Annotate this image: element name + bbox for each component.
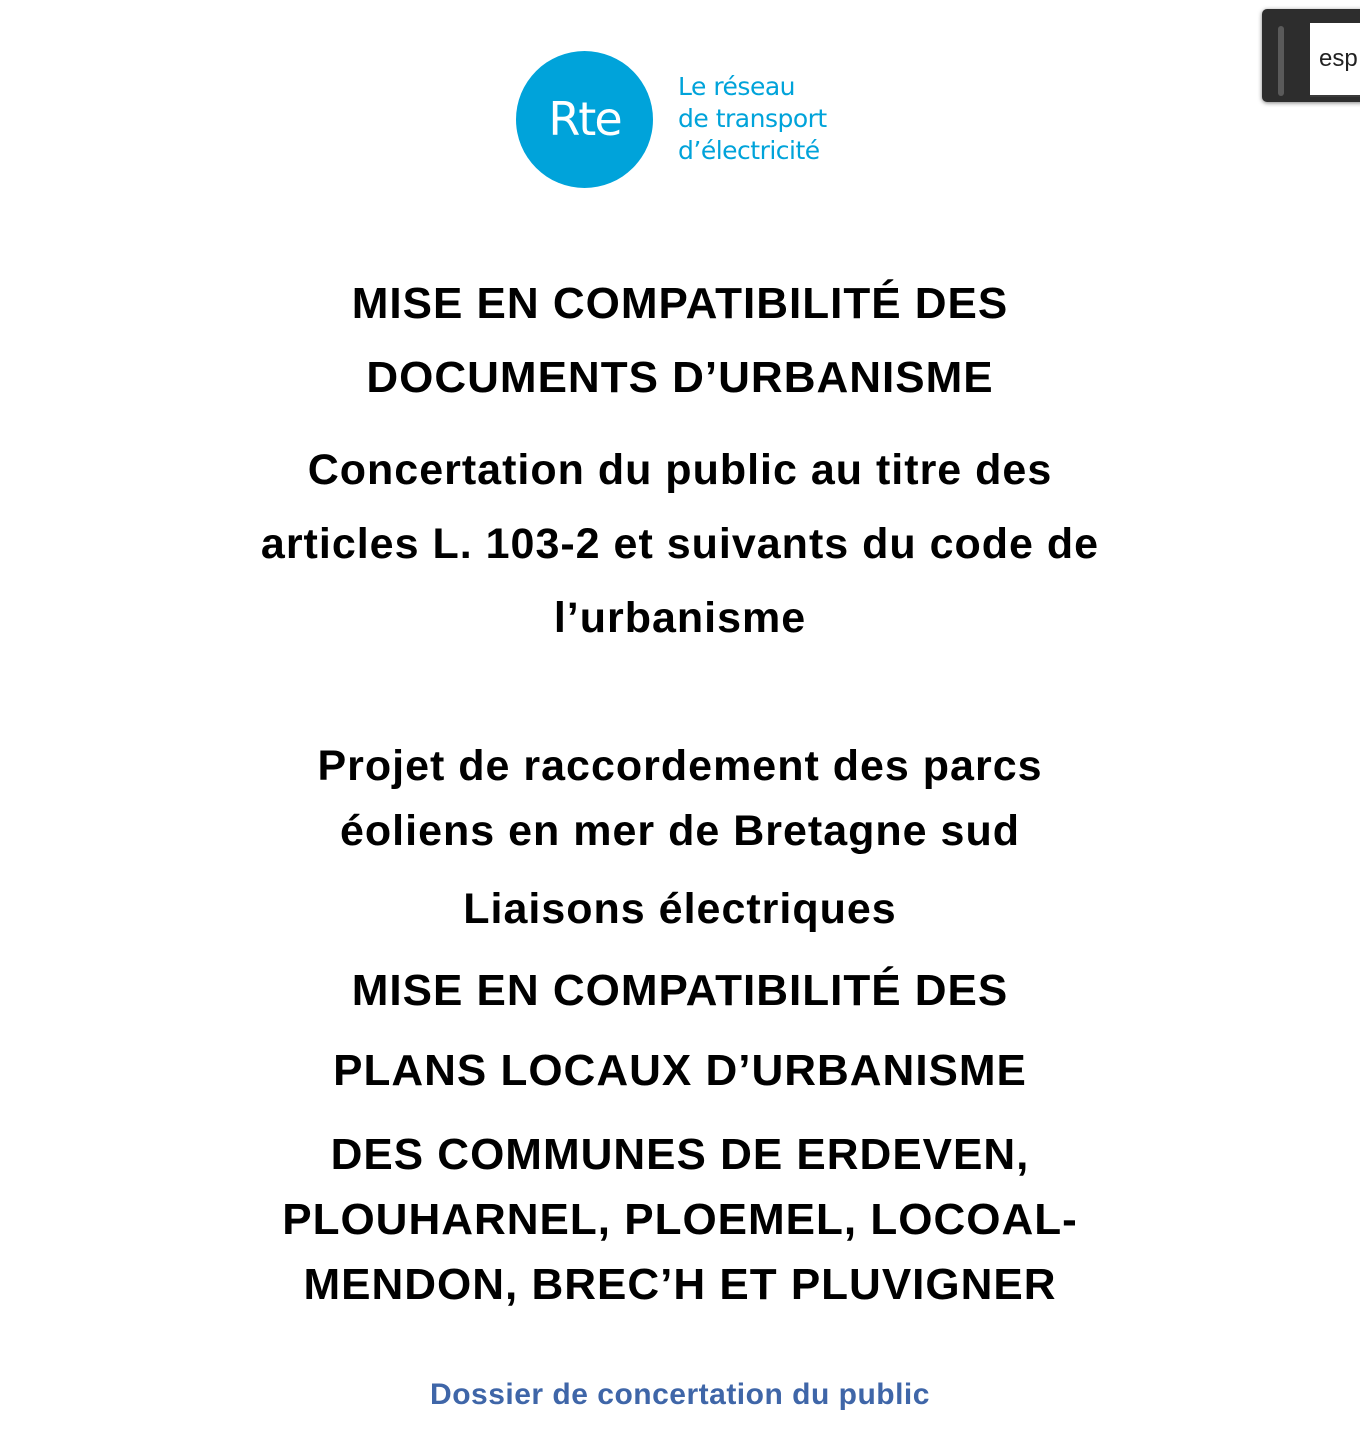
liaisons-heading — [0, 882, 1360, 937]
title-line: DOCUMENTS D’URBANISME — [366, 353, 994, 402]
liaisons-line: Liaisons électriques — [463, 885, 897, 933]
communes-line: PLOUHARNEL, PLOEMEL, LOCOAL- — [282, 1195, 1078, 1244]
concertation-subtitle — [0, 433, 1360, 655]
drag-handle-icon[interactable] — [1278, 26, 1284, 96]
compat-line: MISE EN COMPATIBILITÉ DES — [351, 966, 1009, 1015]
logo-tagline-line: Le réseau — [678, 72, 795, 101]
project-line: éoliens en mer de Bretagne sud — [340, 807, 1020, 855]
subtitle-line: l’urbanisme — [553, 594, 807, 642]
communes-line: DES COMMUNES DE ERDEVEN, — [330, 1130, 1030, 1179]
rte-logo — [516, 51, 856, 191]
title-line: MISE EN COMPATIBILITÉ DES — [351, 279, 1009, 328]
logo-tagline-line: d’électricité — [678, 136, 820, 165]
logo-tagline — [678, 71, 868, 167]
communes-heading — [0, 1122, 1360, 1317]
plans-heading — [0, 1043, 1360, 1098]
dossier-label — [0, 1373, 1360, 1417]
widget-search-input[interactable] — [1310, 23, 1360, 95]
widget-input-wrapper — [1310, 23, 1360, 97]
subtitle-line: Concertation du public au titre des — [307, 446, 1053, 494]
main-title — [0, 267, 1360, 415]
subtitle-line: articles L. 103-2 et suivants du code de — [260, 520, 1100, 568]
dossier-line: Dossier de concertation du public — [430, 1378, 930, 1411]
project-line: Projet de raccordement des parcs — [317, 742, 1043, 790]
communes-line: MENDON, BREC’H ET PLUVIGNER — [303, 1260, 1057, 1309]
floating-search-widget — [1262, 9, 1360, 102]
logo-mark: Rte — [548, 92, 621, 146]
compat-heading — [0, 963, 1360, 1018]
plans-line: PLANS LOCAUX D’URBANISME — [333, 1046, 1027, 1095]
project-title — [0, 734, 1360, 864]
logo-tagline-line: de transport — [678, 104, 827, 133]
